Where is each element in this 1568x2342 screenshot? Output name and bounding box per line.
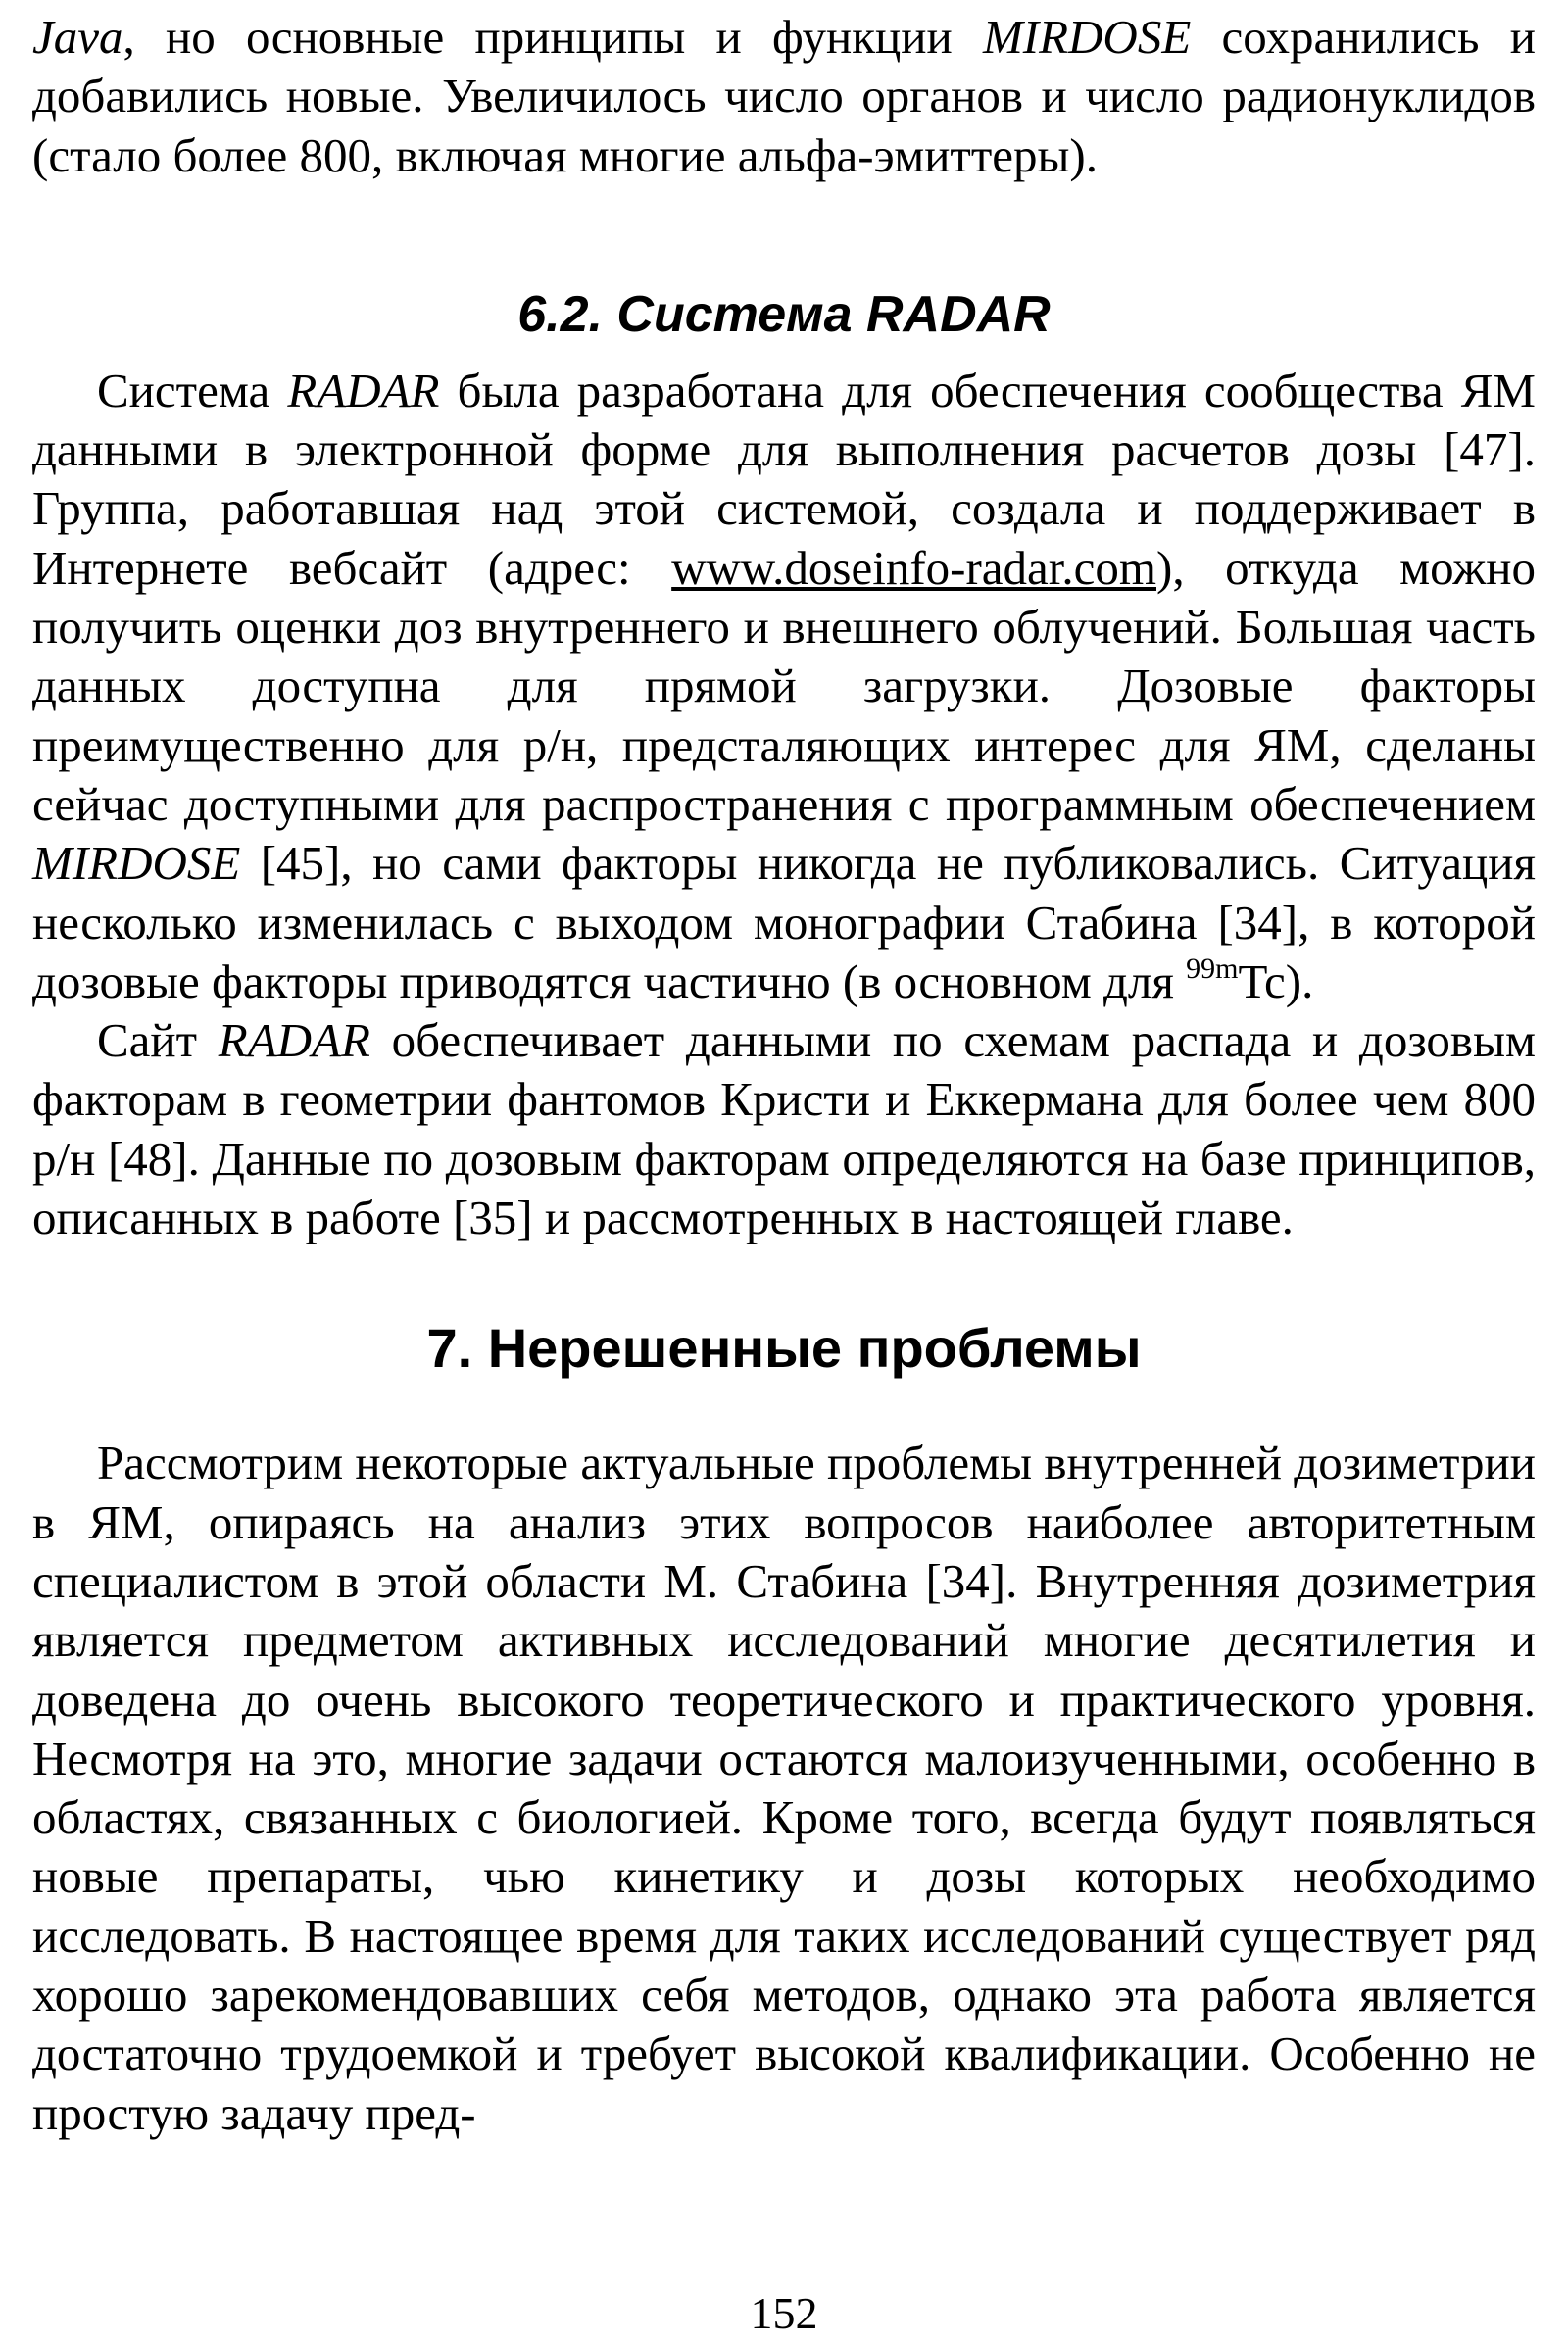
radar-section-heading: 6.2. Система RADAR <box>517 285 1051 343</box>
radar-paragraph-2 <box>32 1011 1536 1247</box>
page-number: 152 <box>750 2288 818 2338</box>
mirdose-term-2: MIRDOSE <box>32 836 241 891</box>
radar-p1-text-a: Система <box>97 363 288 417</box>
radar-p1-text-e: ). <box>1285 953 1314 1008</box>
radar-p1-text-b: была разработана для обеспечения сообщества ЯМ данными в электронной форме для выполнения расчетов дозы [47]. Группа, работавшая над этой системой, создала и поддерживает в Интернете вебсайт (адрес: <box>32 363 1536 595</box>
doseinfo-radar-link[interactable]: www.doseinfo-radar.com <box>671 540 1156 595</box>
isotope-mass-number: 99m <box>1186 951 1239 985</box>
problems-paragraph-1: Рассмотрим некоторые актуальные проблемы внутренней дозиметрии в ЯМ, опираясь на анализ этих вопросов наиболее авторитетным специалистом в этой области М. Стабина [34]. Внутренняя дозиметрия является предметом активных исследований многие десятилетия и доведена до очень высокого теоретического и практического уровня. Несмотря на это, многие задачи остаются малоизученными, особенно в областях, связанных с биологией. Кроме того, всегда будут появляться новые препараты, чью кинетику и дозы которых необходимо исследовать. В настоящее время для таких исследований существует ряд хорошо зарекомендовавших себя методов, однако эта работа является достаточно трудоемкой и требует высокой квалификации. Особенно не простую задачу пред- <box>32 1436 1536 2140</box>
radar-paragraph-1 <box>32 362 1536 1011</box>
book-page <box>32 8 1536 2143</box>
problems-section-heading: 7. Нерешенные проблемы <box>426 1317 1142 1380</box>
radar-p2-text-b: обеспечивает данными по схемам распада и дозовым факторам в геометрии фантомов Кристи и Еккермана для более чем 800 р/н [48]. Данные по дозовым факторам определяются на базе принципов, описанных в работе [35] и рассмотренных в настоящей главе. <box>32 1013 1536 1245</box>
mirdose-term: MIRDOSE <box>982 10 1192 64</box>
intro-text-2: сохранились и добавились новые. Увеличилось число органов и число радионуклидов (стало более 800, включая многие альфа-эмиттеры). <box>32 10 1537 182</box>
intro-paragraph <box>32 8 1536 185</box>
java-term: Java <box>32 10 123 64</box>
radar-p1-text-d: [45], но сами факторы никогда не публиковались. Ситуация несколько изменилась с выходом монографии Стабина [34], в которой дозовые факторы приводятся частично (в основном для <box>32 836 1536 1008</box>
radar-term-2: RADAR <box>218 1013 370 1068</box>
radar-p1-text-c: ), откуда можно получить оценки доз внутреннего и внешнего облучений. Большая часть данных доступна для прямой загрузки. Дозовые факторы преимущественно для р/н, предсталяющих интерес для ЯМ, сделаны сейчас доступными для распространения с программным обеспечением <box>32 540 1537 831</box>
intro-text-1: , но основные принципы и функции <box>122 10 983 64</box>
radar-p2-text-a: Сайт <box>97 1013 219 1068</box>
isotope-symbol: Tc <box>1238 953 1286 1008</box>
radar-term: RADAR <box>287 363 440 417</box>
